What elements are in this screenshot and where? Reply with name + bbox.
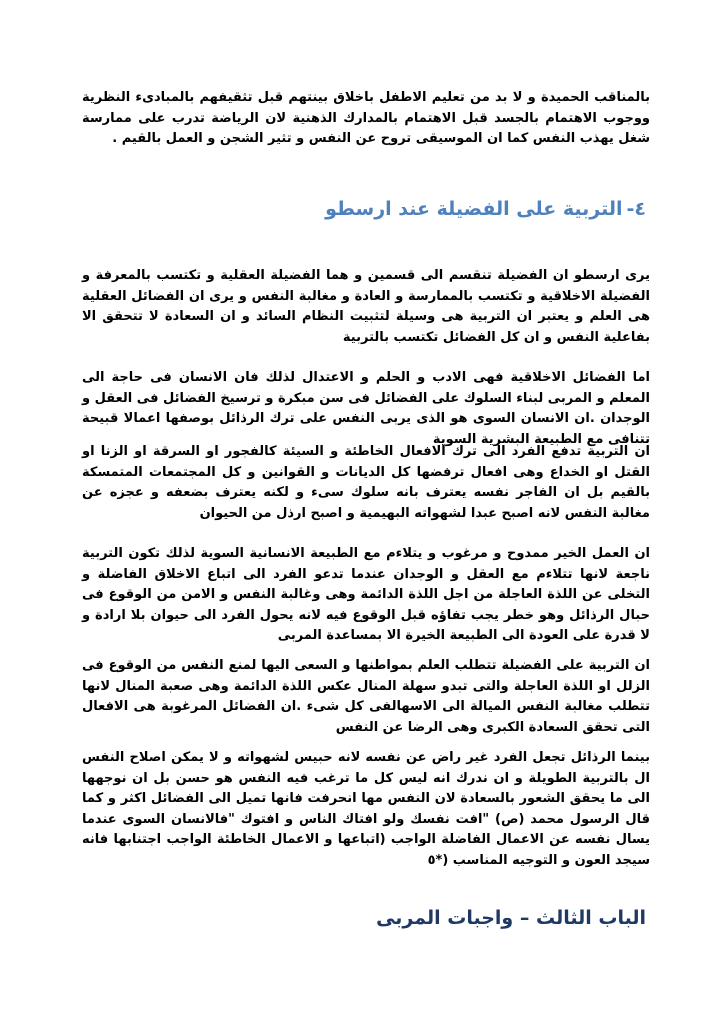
chapter-3-heading: الباب الثالث – واجبات المربى	[376, 907, 646, 929]
paragraph-aristotle-virtue: يرى ارسطو ان الفضيلة تنقسم الى قسمين و هما الفضيلة العقلية و تكتسب بالمعرفة و الفضيلة الاخلاقية و تكتسب بالممارسة و العادة و مغالبة النفس و يرى ان الفضائل العقلية هى العلم و يعتبر ان التربية هى وسيلة لتثبيت النظام السائد و ان السعادة لا تتحقق الا بفاعلية النفس و ان كل الفضائل تكتسب بالتربية	[82, 268, 650, 345]
paragraph-virtue-knowledge: ان التربية على الفضيلة تتطلب العلم بمواطنها و السعى اليها لمنع النفس من الوقوع فى الزلل او اللذة العاجلة والتى تبدو سهلة المنال عكس اللذة الدائمة وهى صعبة المنال لانها تتطلب مغالبة النفس الميالة الى الاسهالفى كل شىء .ان الفضائل المرغوبة هى الافعال التى تحقق السعادة الكبرى وهى الرضا عن النفس	[82, 658, 650, 735]
paragraph-education-vices: ان التربية تدفع الفرد الى ترك الافعال الخاطئة و السيئة كالفجور او السرقة او الزنا او القتل او الخداع وهى افعال ترفضها كل الديانات و القوانين و كل المجتمعات المتمسكة بالقيم بل ان الفاجر نفسه يعترف بانه سلوك سىء و لكنه يعترف بضعفه و عجزه عن مغالبة النفس لانه اصبح عبدا لشهواته البهيمية و اصبح ارذل من الحيوان	[82, 444, 650, 521]
section-4-number: ٤-	[626, 198, 646, 220]
section-4-heading	[325, 198, 646, 220]
section-4-title: التربية على الفضيلة عند ارسطو	[325, 198, 623, 220]
paragraph-moral-virtues: اما الفضائل الاخلاقية فهى الادب و الحلم و الاعتدال لذلك فان الانسان فى حاجة الى المعلم و المربى لبناء السلوك على الفضائل فى سن مبكرة و ترسيخ الفضائل فى العقل و الوجدان .ان الانسان السوى هو الذى يربى النفس على ترك الرذائل بوصفها اعمالا قبيحة تتنافى مع الطبيعة البشرية السوية	[82, 370, 650, 447]
paragraph-good-deeds: ان العمل الخير ممدوح و مرغوب و يتلاءم مع الطبيعة الانسانية السوية لذلك تكون التربية ناجعة لانها تتلاءم مع العقل و الوجدان عندما تدعو الفرد الى اتباع الاخلاق الفاضلة و التخلى عن اللذة العاجلة من اجل اللذة الدائمة وهى وغالبة النفس و الامن من الوقوع فى حبال الرذائل وهو خطر يجب تفاؤه قبل الوقوع فيه لانه يحول الفرد الى حيوان بلا ارادة و لا قدرة على العودة الى الطبيعة الخيرة الا بمساعدة المربى	[82, 546, 650, 643]
intro-paragraph: بالمناقب الحميدة و لا بد من تعليم الاطفل باخلاق بينتهم قبل تثقيفهم بالمبادىء النظرية ووجوب الاهتمام بالجسد قبل الاهتمام بالمدارك الذهنية لان الرياضة تدرب على ممارسة شغل يهذب النفس كما ان الموسيقى تروح عن النفس و تثير الشجن و العمل بالقيم .	[82, 90, 650, 146]
paragraph-vices-soul: بينما الرذائل تجعل الفرد غير راض عن نفسه لانه حبيس لشهواته و لا يمكن اصلاح النفس ال بالتربية الطويلة و ان ندرك انه ليس كل ما ترغب فيه النفس هو حسن بل ان نوجهها الى ما يحقق الشعور بالسعادة لان النفس مها انحرفت فانها تميل الى الفضائل اكثر و كما قال الرسول محمد (ص) "افت نفسك ولو افتاك الناس و افتوك "فالانسان السوى عندما يسال نفسه عن الاعمال الفاضلة الواجب (اتباعها و الاعمال الخاطئة الواجب اجتنابها فانه سيجد العون و التوجيه المناسب (*٥	[82, 750, 650, 868]
